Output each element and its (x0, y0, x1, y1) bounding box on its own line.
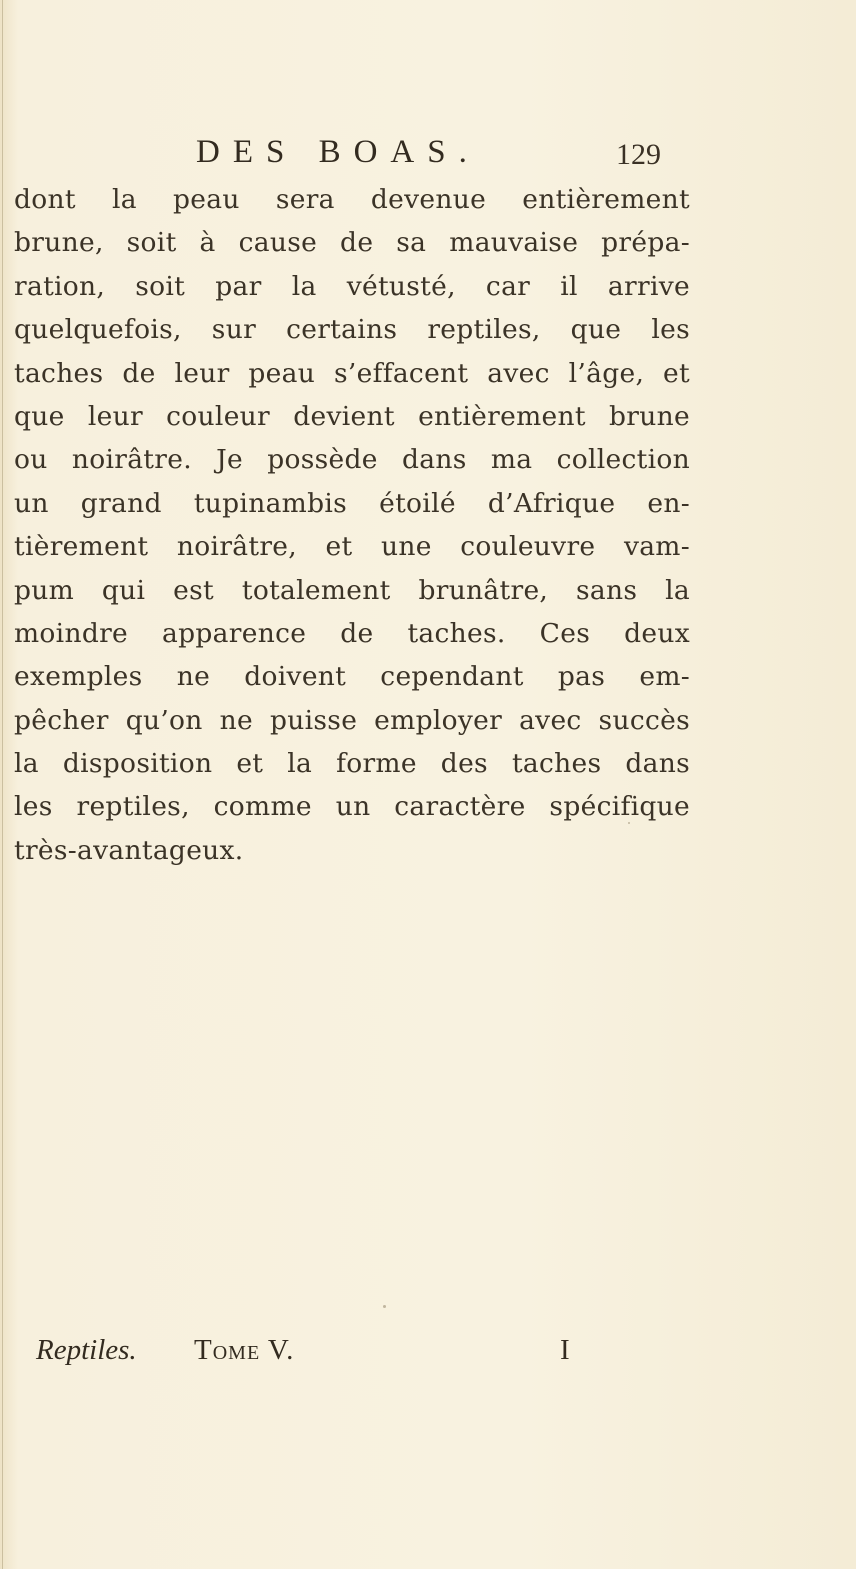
paper-speck (628, 822, 630, 824)
text-line: moindre apparence de taches. Ces deux (14, 617, 690, 649)
paper-speck (383, 1305, 386, 1308)
page-number: 129 (616, 138, 661, 171)
page-footer (0, 1328, 856, 1378)
text-line: un grand tupinambis étoilé d’Afrique en- (14, 487, 690, 519)
text-line: que leur couleur devient entièrement brune (14, 400, 690, 432)
page-header (0, 126, 856, 176)
text-line: la disposition et la forme des taches dans (14, 748, 690, 780)
text-line: ration, soit par la vétusté, car il arrive (14, 270, 690, 302)
text-line: exemples ne doivent cependant pas em- (14, 661, 690, 693)
text-line: pum qui est totalement brunâtre, sans la (14, 574, 690, 606)
text-line-last: très-avantageux. (14, 834, 244, 866)
text-line: dont la peau sera devenue entièrement (14, 184, 690, 215)
signature-mark: I (560, 1334, 570, 1366)
body-text (14, 178, 690, 872)
text-line: ou noirâtre. Je possède dans ma collection (14, 444, 690, 476)
text-line: brune, soit à cause de sa mauvaise prépa- (14, 227, 690, 259)
text-line: pêcher qu’on ne puisse employer avec succès (14, 704, 690, 736)
footer-work-title: Reptiles. (36, 1334, 137, 1366)
text-line: quelquefois, sur certains reptiles, que les (14, 314, 690, 346)
running-title: DES BOAS. (196, 134, 480, 170)
footer-volume: Tome V. (194, 1334, 295, 1366)
text-line: les reptiles, comme un caractère spécifique (14, 791, 690, 823)
text-line: taches de leur peau s’effacent avec l’âge, et (14, 357, 690, 389)
text-line: tièrement noirâtre, et une couleuvre vam- (14, 531, 690, 563)
